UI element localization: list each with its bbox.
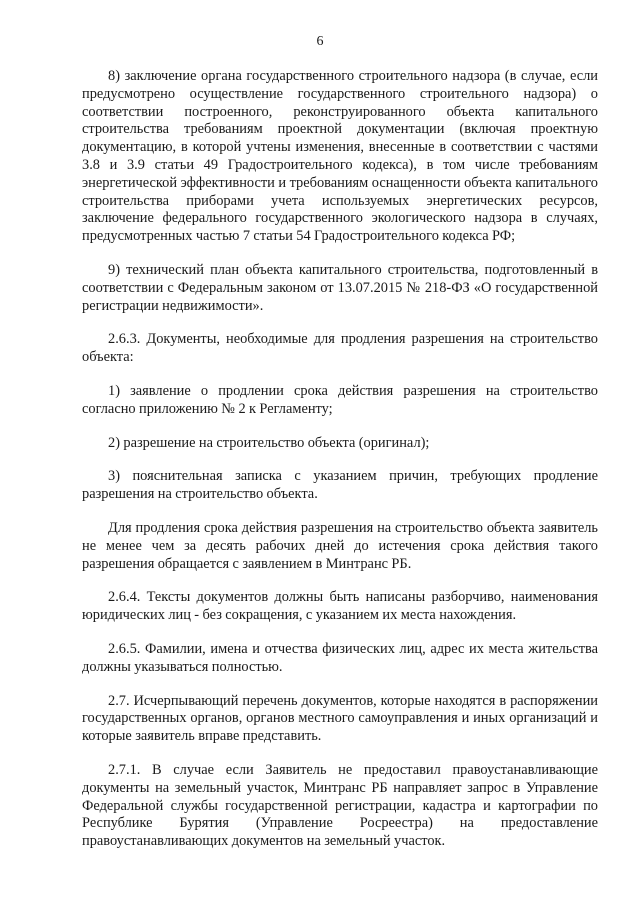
paragraph-item-8: 8) заключение органа государственного строительного надзора (в случае, если предусмотрено осуществление государственного строительного надзора) о соответствии построенного, реконструированного объекта капитального строительства требованиям проектной документации (включая проектную документацию, в которой учтены изменения, внесенные в соответствии с частями 3.8 и 3.9 статьи 49 Градостроительного кодекса), в том числе требованиям энергетической эффективности и требованиям оснащенности объекта капитального строительства приборами учета используемых энергетических ресурсов, заключение федерального государственного экологического надзора в случаях, предусмотренных частью 7 статьи 54 Градостроительного кодекса РФ; (82, 68, 598, 245)
paragraph-extension-note: Для продления срока действия разрешения на строительство объекта заявитель не менее чем за десять рабочих дней до истечения срока действия такого разрешения обращается с заявлением в Минтранс РБ. (82, 519, 598, 572)
paragraph-2-7: 2.7. Исчерпывающий перечень документов, которые находятся в распоряжении государственных органов, органов местного самоуправления и иных организаций и которые заявитель вправе представить. (82, 692, 598, 745)
paragraph-2-6-4: 2.6.4. Тексты документов должны быть написаны разборчиво, наименования юридических лиц - без сокращения, с указанием их места нахождения. (82, 589, 598, 624)
page-number: 6 (316, 34, 324, 49)
paragraph-2-6-5: 2.6.5. Фамилии, имена и отчества физических лиц, адрес их места жительства должны указываться полностью. (82, 640, 598, 675)
document-body (82, 68, 598, 867)
paragraph-item-9: 9) технический план объекта капитального строительства, подготовленный в соответствии с Федеральным законом от 13.07.2015 № 218-ФЗ «О государственной регистрации недвижимости». (82, 261, 598, 314)
paragraph-2-7-1: 2.7.1. В случае если Заявитель не предоставил правоустанавливающие документы на земельный участок, Минтранс РБ направляет запрос в Управление Федеральной службы государственной регистрации, кадастра и картографии по Республике Бурятия (Управление Росреестра) на предоставление правоустанавливающих документов на земельный участок. (82, 761, 598, 850)
paragraph-2-6-3-item-3: 3) пояснительная записка с указанием причин, требующих продление разрешения на строительство объекта. (82, 468, 598, 503)
paragraph-2-6-3-item-2: 2) разрешение на строительство объекта (оригинал); (108, 434, 430, 451)
paragraph-2-6-3: 2.6.3. Документы, необходимые для продления разрешения на строительство объекта: (82, 331, 598, 366)
paragraph-2-6-3-item-1: 1) заявление о продлении срока действия разрешения на строительство согласно приложению № 2 к Регламенту; (82, 382, 598, 417)
